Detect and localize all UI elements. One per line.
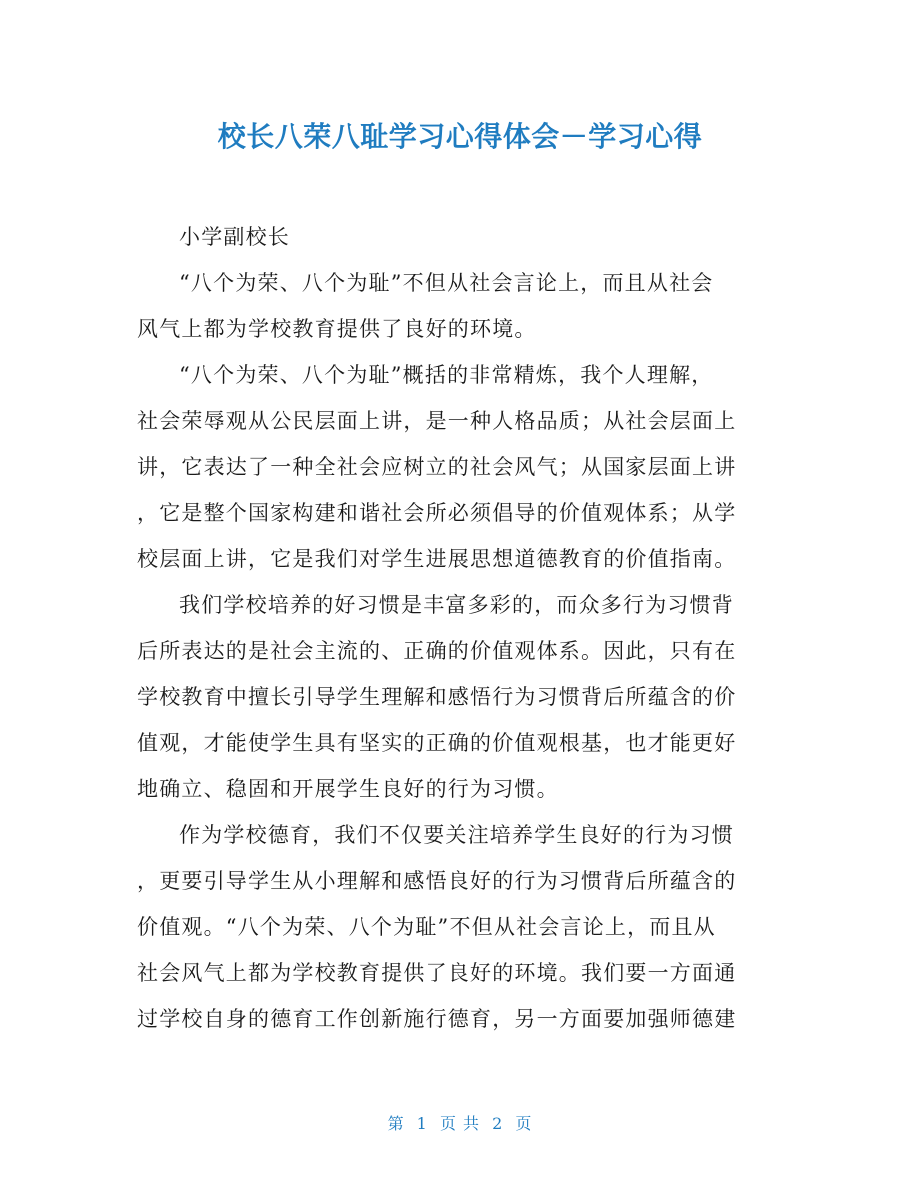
author-line: 小学副校长 [179, 225, 290, 249]
text-line: 价值观。“八个为荣、八个为耻”不但从社会言论上，而且从 [137, 915, 716, 939]
text-line: 作为学校德育，我们不仅要关注培养学生良好的行为习惯 [179, 823, 734, 847]
text-line: 社会荣辱观从公民层面上讲，是一种人格品质；从社会层面上 [137, 409, 737, 433]
text-line: 地确立、稳固和开展学生良好的行为习惯。 [137, 777, 559, 801]
text-line: 值观，才能使学生具有坚实的正确的价值观根基，也才能更好 [137, 731, 737, 755]
document-title: 校长八荣八耻学习心得体会－学习心得 [217, 120, 703, 153]
text-line: 我们学校培养的好习惯是丰富多彩的，而众多行为习惯背 [179, 593, 734, 617]
text-line: 风气上都为学校教育提供了良好的环境。 [137, 317, 537, 341]
footer-total-pages: 2 [492, 1114, 504, 1133]
page-footer [0, 1113, 920, 1135]
footer-suffix: 页 [515, 1114, 533, 1133]
text-line: 校层面上讲，它是我们对学生进展思想道德教育的价值指南。 [137, 547, 737, 571]
text-line: ，更要引导学生从小理解和感悟良好的行为习惯背后所蕴含的 [137, 869, 737, 893]
text-line: ，它是整个国家构建和谐社会所必须倡导的价值观体系；从学 [137, 501, 737, 525]
text-line: 讲，它表达了一种全社会应树立的社会风气；从国家层面上讲 [137, 455, 737, 479]
text-line: 社会风气上都为学校教育提供了良好的环境。我们要一方面通 [137, 961, 737, 985]
text-line: 学校教育中擅长引导学生理解和感悟行为习惯背后所蕴含的价 [137, 685, 737, 709]
text-line: 过学校自身的德育工作创新施行德育，另一方面要加强师德建 [137, 1007, 737, 1031]
footer-prefix: 第 [387, 1114, 405, 1133]
footer-middle: 页 共 [439, 1114, 481, 1133]
text-line: “八个为荣、八个为耻”概括的非常精炼，我个人理解， [179, 363, 714, 387]
footer-page-number: 1 [416, 1114, 428, 1133]
text-line: 后所表达的是社会主流的、正确的价值观体系。因此，只有在 [137, 639, 737, 663]
document-body [137, 214, 785, 1042]
text-line: “八个为荣、八个为耻”不但从社会言论上，而且从社会 [179, 271, 714, 295]
